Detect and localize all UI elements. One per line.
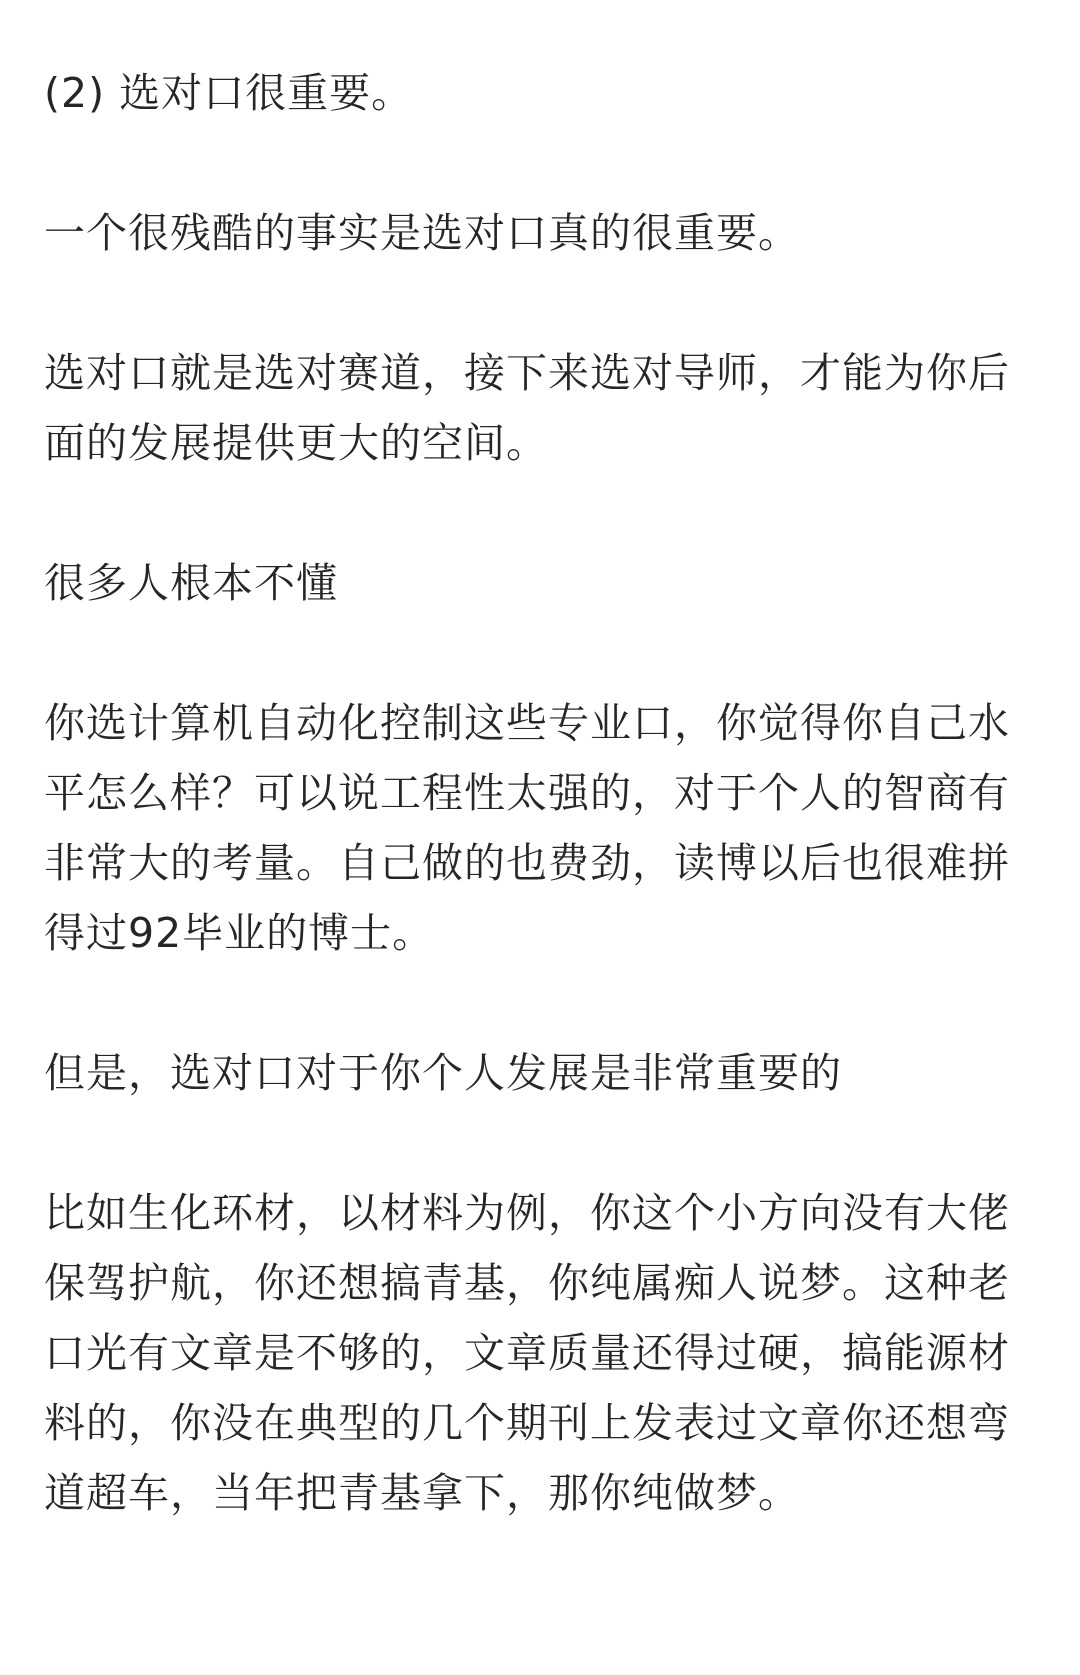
paragraph-computer-automation: 你选计算机自动化控制这些专业口，你觉得你自己水平怎么样？可以说工程性太强的，对于个人的智商有非常大的考量。自己做的也费劲，读博以后也很难拼得过92毕业的博士。 bbox=[44, 699, 1010, 957]
paragraph-materials-example: 比如生化环材，以材料为例，你这个小方向没有大佬保驾护航，你还想搞青基，你纯属痴人说梦。这种老口光有文章是不够的，文章质量还得过硬，搞能源材料的，你没在典型的几个期刊上发表过文章你还想弯道超车，当年把青基拿下，那你纯做梦。 bbox=[44, 1189, 1010, 1517]
paragraph-many-dont-understand: 很多人根本不懂 bbox=[44, 559, 338, 607]
section-heading: (2) 选对口很重要。 bbox=[44, 69, 414, 117]
paragraph-important-for-development: 但是，选对口对于你个人发展是非常重要的 bbox=[44, 1049, 842, 1097]
paragraph-harsh-fact: 一个很残酷的事实是选对口真的很重要。 bbox=[44, 209, 800, 257]
paragraph-choose-track: 选对口就是选对赛道，接下来选对导师，才能为你后面的发展提供更大的空间。 bbox=[44, 349, 1010, 467]
